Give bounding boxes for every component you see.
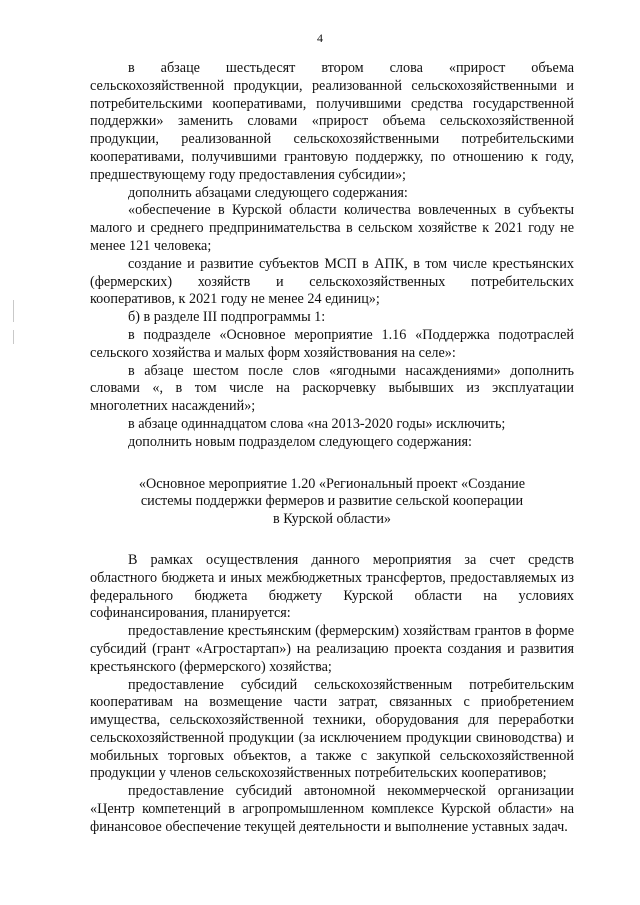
paragraph: в абзаце одиннадцатом слова «на 2013-2020 годы» исключить;	[128, 415, 506, 432]
heading-line: «Основное мероприятие 1.20 «Региональный проект «Создание	[138, 475, 526, 492]
paragraph: предоставление субсидий сельскохозяйственным потребительским кооперативам на возмещение части затрат, связанных с приобретением имущества, сельскохозяйственной техники, оборудования для переработки сельскохозяйственной продукции (за исключением продукции свиноводства) и мобильных торговых объектов, а также с закупкой сельскохозяйственной продукции у членов сельскохозяйственных потребительских кооперативов;	[90, 676, 574, 782]
paragraph: предоставление крестьянским (фермерским) хозяйствам грантов в форме субсидий (грант «Агростартап») на реализацию проекта создания и развития крестьянского (фермерского) хозяйства;	[90, 623, 574, 675]
paragraph: дополнить новым подразделом следующего содержания:	[128, 433, 472, 450]
margin-mark	[13, 330, 14, 344]
paragraph: В рамках осуществления данного мероприятия за счет средств областного бюджета и иных межбюджетных трансфертов, предоставляемых из федерального бюджета бюджету Курской области на условиях софинансирования, планируется:	[90, 551, 574, 622]
paragraph: «обеспечение в Курской области количества вовлеченных в субъекты малого и среднего предпринимательства в сельском хозяйстве к 2021 году не менее 121 человека;	[90, 202, 574, 254]
paragraph: в подразделе «Основное мероприятие 1.16 «Поддержка подотраслей сельского хозяйства и малых форм хозяйствования на селе»:	[90, 326, 574, 361]
page-number: 4	[317, 31, 323, 45]
paragraph: б) в разделе III подпрограммы 1:	[128, 309, 326, 326]
paragraph: в абзаце шестьдесят втором слова «прирост объема сельскохозяйственной продукции, реализованной сельскохозяйственными и потребительскими кооперативами, получившими средства государственной поддержки» заменить словами «прирост объема сельскохозяйственной продукции, реализованной сельскохозяйственными потребительскими кооперативами, получившими грантовую поддержку, по отношению к году, предшествующему году предоставления субсидии»;	[90, 60, 574, 183]
section-heading	[90, 476, 574, 529]
paragraph: дополнить абзацами следующего содержания:	[128, 184, 408, 201]
heading-line: системы поддержки фермеров и развитие сельской кооперации	[140, 493, 524, 510]
paragraph: в абзаце шестом после слов «ягодными насаждениями» дополнить словами «, в том числе на раскорчевку выбывших из эксплуатации многолетних насаждений»;	[90, 362, 574, 415]
paragraph: предоставление субсидий автономной некоммерческой организации «Центр компетенций в агропромышленном комплексе Курской области» на финансовое обеспечение текущей деятельности и выполнение уставных задач.	[90, 783, 574, 835]
heading-line: в Курской области»	[272, 511, 392, 528]
margin-mark	[13, 300, 14, 322]
paragraph: создание и развитие субъектов МСП в АПК, в том числе крестьянских (фермерских) хозяйств и сельскохозяйственных потребительских кооперативов, к 2021 году не менее 24 единиц»;	[90, 255, 574, 308]
document-body	[90, 60, 574, 837]
